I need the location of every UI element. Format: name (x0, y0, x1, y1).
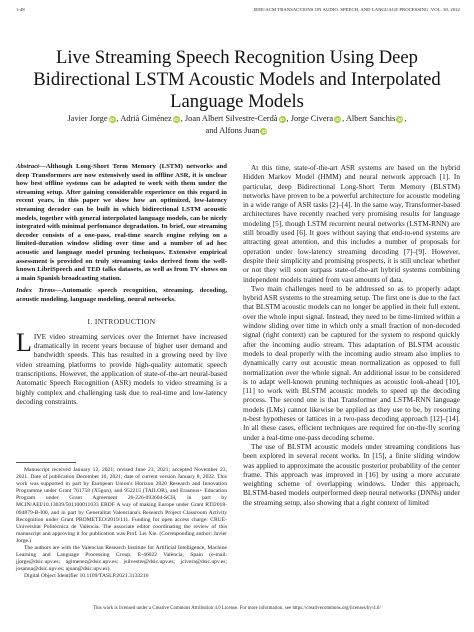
body-paragraph: At this time, state-of-the-art ASR systems are based on the hybrid Hidden Markov Model (HMM) and neural network approach [1]. In particular, deep Bidirectional Long-Short Term Memory (BLSTM) networks have proven to be a powerful architecture for acoustic modeling in a wide range of ASR tasks [2]–[4]. In the same way, Transformer-based architectures have recently reached very promising results for language modeling [5], though LSTM recurrent neural networks (LSTM-RNN) are still broadly used [6]. It goes without saying that end-to-end systems are attracting great attention, and this includes a number of proposals for operation under low-latency streaming decoding [7]–[9]. However, despite their simplicity and promising prospects, it is still unclear whether or not they will soon surpass state-of-the-art hybrid systems combining independent models trained from vast amounts of data. (243, 163, 460, 284)
author-name: Joan Albert Silvestre-Cerdà (184, 114, 278, 123)
author-name: and Alfons Juan (205, 126, 260, 135)
journal-name: IEEE/ACM TRANSACTIONS ON AUDIO, SPEECH, AND LANGUAGE PROCESSING, VOL. 30, 2022 (253, 7, 460, 12)
intro-text: IVE video streaming services over the Internet have increased dramatically in recent years because of higher user demand and bandwidth speeds. This has resulted in a growing need by live video streaming platforms to provide high-quality automatic speech transcriptions. However, the application of state-of-the-art neural-based Automatic Speech Recognition (ASR) models to video streaming is a highly complex and challenging task due to real-time and low-latency decoding constraints. (16, 331, 227, 406)
abstract-lead: Abstract (16, 163, 40, 170)
footnote-rule (16, 462, 76, 463)
orcid-icon[interactable]: iD (109, 117, 115, 122)
author-name: Adrià Giménez (120, 114, 172, 123)
intro-paragraph (16, 327, 227, 406)
orcid-icon[interactable]: iD (335, 117, 340, 122)
index-terms (16, 287, 227, 304)
footnote-affiliation: The authors are with the Valencian Research Institute for Artificial Intelligence, Machine Learning and Language Processing Group, E-46022 València, Spain (e-mail: jjorge@dsic.upv.es; agimenez@dsic.upv.es; jsilvestre@dsic.upv.es; jcivera@dsic.upv.es; josanna@dsic.upv.es; ajuan@dsic.upv.es). (16, 545, 227, 573)
abstract (16, 163, 227, 283)
orcid-icon[interactable]: iD (279, 117, 285, 122)
footnote-manuscript: Manuscript received January 12, 2021; revised June 23, 2021; accepted November 23, 2021. Date of publication December 10, 2021; date of current version January 8, 2022. This work was supported in part by European Union's Horizon 2020 Research and Innovation Programme under Grant 761758 (X5gon), and 952215 (TAILOR), and Erasmus+ Education Program under Grant Agreement 20-226-093604-SCH, in part by MCIN/AEI/10.13039/501100011033 ERDF A way of making Europe under Grant RTI2018-094879-B-I00, and in part by Generalitat Valenciana's Research Project Classroom Activity Recognition under Grant PROMETEO/2019/111. Funding for open access charge: CRUE-Universitat Politècnica de València. The associate editor coordinating the review of this manuscript and approving it for publication was Prof. Lei Xie. (Corresponding author: Javier Jorge.) (16, 467, 227, 544)
drop-cap: L (16, 327, 32, 357)
abstract-text: —Although Long-Short Term Memory (LSTM) networks and deep Transformers are now extensively used in offline ASR, it is unclear how best offline systems can be adapted to work with them under the streaming setup. After gaining considerable experience on this regard in recent years, in this paper we show how an optimized, low-latency streaming decoder can be built in which bidirectional LSTM acoustic models, together with general interpolated language models, can be nicely integrated with minimal perfomance degradation. In brief, our streaming decoder consists of a one-pass, real-time search engine relying on a limited-duration window sliding over time and a number of ad hoc acoustic and language model pruning techniques. Extensive empirical assessment is provided on truly streaming tasks derived from the well-known LibriSpeech and TED talks datasets, as well as from TV shows on a main Spanish broadcasting station. (16, 163, 227, 282)
footnote-doi[interactable]: Digital Object Identifier 10.1109/TASLP.2021.3133216 (24, 573, 149, 580)
author-list: Javier Jorge iD , Adrià Giménez iD , Joan Albert Silvestre-Cerdà iD , Jorge Civera iD , Albert Sanchis iD , and Alfons Juan iD (67, 114, 407, 135)
right-column (243, 163, 460, 507)
license-line[interactable]: This work is licensed under a Creative Commons Attribution 4.0 License. For more information, see https://creativecommons.org/licenses/by/4.0/ (93, 606, 381, 611)
section-heading: I. INTRODUCTION (87, 316, 156, 326)
left-column (16, 163, 227, 406)
orcid-icon[interactable]: iD (173, 117, 179, 122)
index-terms-text: —Automatic speech recognition, streaming, decoding, acoustic modeling, language modeling, neural networks. (16, 287, 227, 303)
body-paragraph: The use of BLSTM acoustic models under streaming conditions has been explored in several recent works. In [15], a finite sliding window was applied to approximate the acoustic posterior probability of the center frame. This approach was improved in [16] by using a more accurate weighting scheme of overlapping windows. Under this approach, BLSTM-based models outperformed deep neural networks (DNNs) under the streaming setup, also showing that a right context of limited (243, 441, 460, 507)
author-name: Jorge Civera (290, 114, 334, 123)
paper-title: Live Streaming Speech Recognition Using Deep Bidirectional LSTM Acoustic Models and Interpolated Language Models (33, 47, 441, 112)
orcid-icon[interactable]: iD (261, 129, 267, 134)
index-terms-lead: Index Terms (16, 287, 56, 295)
page-number: 1-48 (16, 7, 25, 12)
orcid-icon[interactable]: iD (397, 117, 403, 122)
author-name: Javier Jorge (67, 114, 108, 123)
body-paragraph: Two main challenges need to be addressed so as to properly adapt hybrid ASR systems to the streaming setup. The first one is due to the fact that BLSTM acoustic models can no longer be applied in their full extent, over the whole input signal. Instead, they need to be time-limited within a window sliding over time in which only a small fraction of non-decoded signal (right context) can be captured for the system to respond quickly after the incoming audio stream. This adaptation of BLSTM acoustic models to deal properly with the incoming audio stream also implies to dynamically carry out acoustic mean normalization as opposed to full normalization over the whole signal. An additional issue to be considered is to adapt well-known pruning techniques as acoustic look-ahead [10], [11] to work with BLSTM acoustic models to speed up the decoding process. The second one is that Transformer and LSTM-RNN language models (LMs) cannot likewise be applied as they use to be, by resorting n-best hypotheses or lattices in a two-pass decoding approach [12]–[14]. In all these cases, efficient techniques are required for on-the-fly scoring under a real-time one-pass decoding scheme. (243, 283, 460, 442)
author-name: Albert Sanchis (345, 114, 396, 123)
footnote (16, 462, 227, 581)
